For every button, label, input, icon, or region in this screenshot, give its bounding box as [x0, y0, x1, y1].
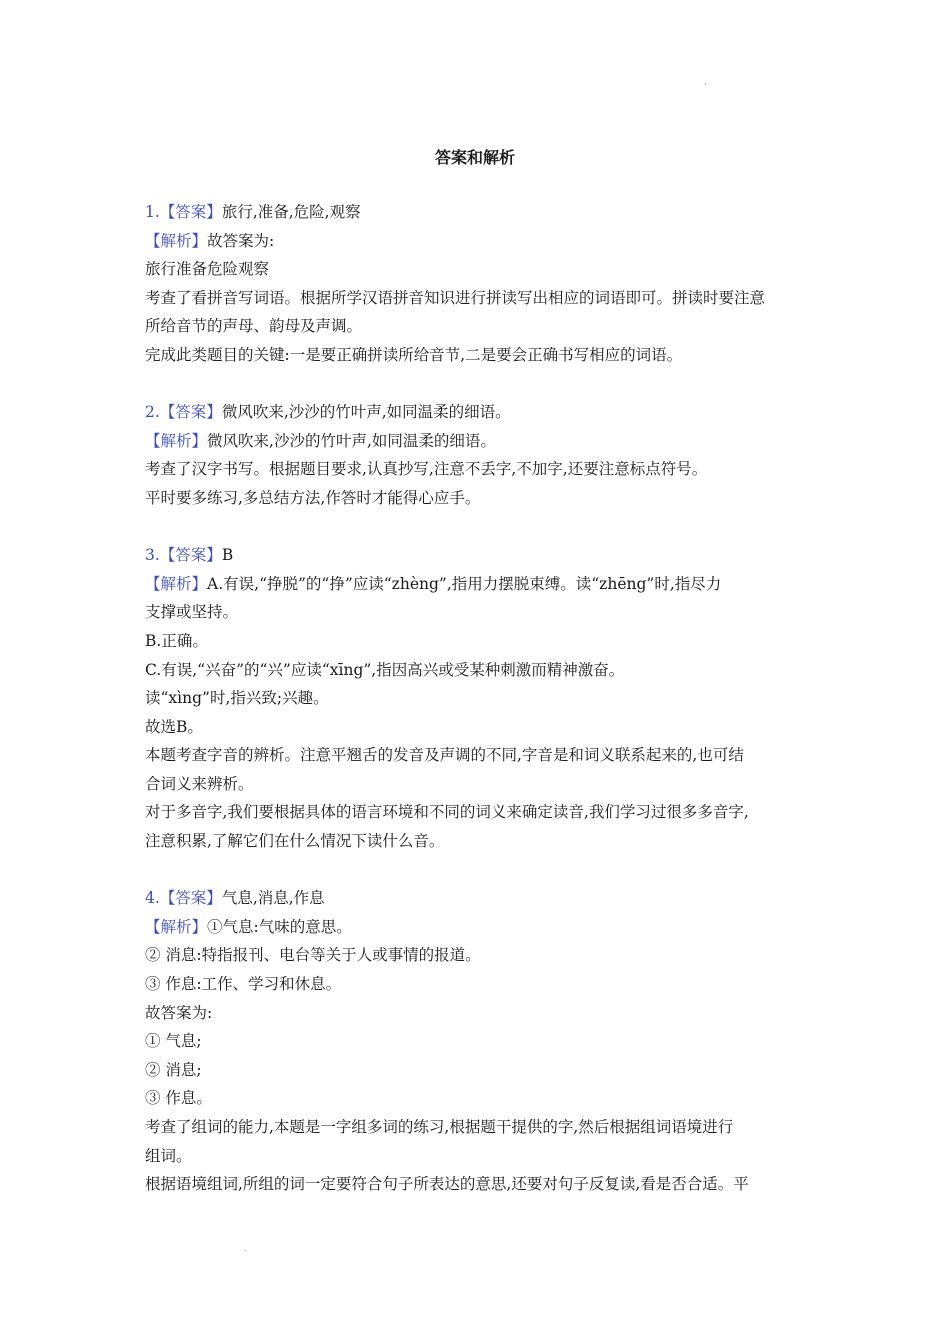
- text-line: 对于多音字,我们要根据具体的语言环境和不同的词义来确定读音,我们学习过很多多音字,: [145, 803, 749, 822]
- answer-item-1: [145, 198, 817, 370]
- analysis-tag: 【解析】: [145, 431, 208, 450]
- analysis-line: [145, 913, 817, 942]
- text-line: 考查了看拼音写词语。根据所学汉语拼音知识进行拼读写出相应的词语即可。拼读时要注意: [145, 288, 766, 307]
- text-line: 考查了汉字书写。根据题目要求,认真抄写,注意不丢字,不加字,还要注意标点符号。: [145, 460, 708, 479]
- answer-tag: 【答案】: [159, 403, 222, 422]
- question-number: 2.: [145, 403, 160, 422]
- answer-text: 旅行,准备,危险,观察: [221, 203, 361, 221]
- text-line: 注意积累,了解它们在什么情况下读什么音。: [145, 832, 445, 851]
- analysis-text: 微风吹来,沙沙的竹叶声,如同温柔的细语。: [207, 431, 496, 450]
- answer-item-4: [145, 884, 817, 1199]
- answer-tag: 【答案】: [159, 546, 222, 565]
- text-line: 读“xìng”时,指兴致;兴趣。: [145, 689, 329, 708]
- answer-text: B: [221, 546, 234, 565]
- footer-mark: -: [244, 1246, 247, 1255]
- text-line: ② 消息:特指报刊、电台等关于人或事情的报道。: [145, 946, 481, 965]
- answer-line: [145, 198, 817, 227]
- text-line: 故选B。: [145, 717, 203, 736]
- text-line: 合词义来辨析。: [145, 774, 254, 793]
- question-number: 3.: [145, 546, 160, 565]
- page-title: 答案和解析: [434, 148, 515, 167]
- analysis-line: [145, 427, 817, 456]
- text-line: ② 消息;: [145, 1060, 202, 1079]
- text-line: 组词。: [145, 1146, 192, 1165]
- text-line: 所给音节的声母、韵母及声调。: [145, 317, 363, 336]
- question-number: 4.: [145, 889, 160, 908]
- text-line: 完成此类题目的关键:一是要正确拼读所给音节,二是要会正确书写相应的词语。: [145, 345, 683, 364]
- text-line: B.正确。: [145, 631, 208, 650]
- analysis-tag: 【解析】: [145, 917, 208, 936]
- answer-item-3: [145, 541, 817, 856]
- analysis-text: A.有误,“挣脱”的“挣”应读“zhèng”,指用力摆脱束缚。读“zhēng”时,指尽力: [207, 574, 722, 593]
- corner-mark: ‘: [704, 82, 707, 91]
- text-line: ① 气息;: [145, 1032, 202, 1051]
- answer-item-2: [145, 398, 817, 512]
- text-line: 支撑或坚持。: [145, 603, 239, 622]
- text-line: C.有误,“兴奋”的“兴”应读“xīng”,指因高兴或受某种刺激而精神激奋。: [145, 660, 625, 679]
- answer-line: [145, 541, 817, 570]
- answer-tag: 【答案】: [159, 203, 222, 221]
- text-line: 故答案为:: [145, 1003, 213, 1022]
- text-line: 平时要多练习,多总结方法,作答时才能得心应手。: [145, 488, 481, 507]
- answer-text: 微风吹来,沙沙的竹叶声,如同温柔的细语。: [221, 403, 511, 422]
- answer-list: [145, 198, 817, 1199]
- answer-line: [145, 398, 817, 427]
- text-line: 根据语境组词,所组的词一定要符合句子所表达的意思,还要对句子反复读,看是否合适。平: [145, 1175, 749, 1194]
- answer-tag: 【答案】: [159, 889, 222, 908]
- analysis-text: ①气息:气味的意思。: [207, 917, 352, 936]
- answer-line: [145, 884, 817, 913]
- question-number: 1.: [145, 203, 160, 221]
- text-line: 考查了组词的能力,本题是一字组多词的练习,根据题干提供的字,然后根据组词语境进行: [145, 1118, 734, 1136]
- analysis-tag: 【解析】: [145, 574, 208, 593]
- text-line: 旅行准备危险观察: [145, 260, 270, 279]
- analysis-line: [145, 227, 817, 256]
- analysis-text: 故答案为:: [207, 231, 275, 250]
- analysis-line: [145, 570, 817, 599]
- text-line: ③ 作息。: [145, 1089, 212, 1108]
- text-line: ③ 作息:工作、学习和休息。: [145, 975, 342, 994]
- text-line: 本题考查字音的辨析。注意平翘舌的发音及声调的不同,字音是和词义联系起来的,也可结: [145, 746, 744, 765]
- analysis-tag: 【解析】: [145, 231, 208, 250]
- answer-text: 气息,消息,作息: [221, 889, 325, 908]
